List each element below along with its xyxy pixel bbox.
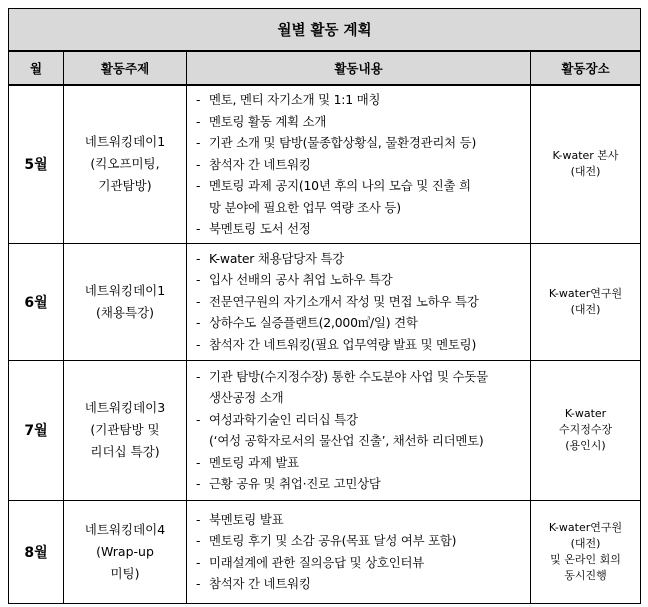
month-cell: 7월 [9, 360, 64, 500]
content-item: - 북멘토링 도서 선정 [195, 218, 522, 240]
content-item-continuation: 망 분야에 필요한 업무 역량 조사 등) [209, 199, 401, 215]
place-line: (용인시) [565, 439, 606, 452]
theme-line: 네트워킹데이4 [84, 521, 166, 537]
theme-cell [64, 360, 187, 500]
theme-line: 네트워킹데이3 [84, 400, 166, 415]
header-content: 활동내용 [187, 51, 531, 85]
content-cell [187, 243, 531, 360]
content-item: - 미래설계에 관한 질의응답 및 상호인터뷰 [195, 552, 522, 574]
theme-line: (기관탐방 및 [90, 422, 160, 437]
table-title: 월별 활동 계획 [9, 9, 641, 52]
content-item: - 여성과학기술인 리더십 특강 [195, 409, 522, 431]
month-cell: 5월 [9, 85, 64, 243]
place-line: (대전) [570, 165, 601, 179]
place-line: K-water 본사 [552, 149, 619, 163]
content-item: - 상하수도 실증플랜트(2,000㎥/일) 견학 [195, 312, 522, 334]
content-item: - 멘토링 활동 계획 소개 [195, 111, 522, 133]
theme-line: 기관탐방) [98, 178, 152, 194]
content-item: - 멘토, 멘티 자기소개 및 1:1 매칭 [195, 89, 522, 111]
activity-plan-table-container [8, 8, 640, 604]
place-line: K-water [564, 407, 607, 420]
place-line: 동시진행 [564, 568, 607, 582]
theme-cell [64, 85, 187, 243]
theme-line: 네트워킹데이1 [84, 282, 166, 298]
content-item-continuation: (‘여성 공학자로서의 물산업 진출’, 채선하 리더멘토) [209, 433, 484, 448]
theme-line: 네트워킹데이1 [84, 134, 166, 150]
content-item: - 멘토링 과제 발표 [195, 452, 522, 474]
place-line: (대전) [570, 302, 601, 316]
content-item: - 멘토링 과제 공지(10년 후의 나의 모습 및 진출 희 [195, 175, 522, 197]
content-item: - 참석자 간 네트워킹 [195, 154, 522, 176]
place-line: (대전) [570, 536, 601, 550]
content-item: - 기관 탐방(수지정수장) 통한 수도분야 사업 및 수돗물 [195, 366, 522, 388]
content-item: - 참석자 간 네트워킹(필요 업무역량 발표 및 멘토링) [195, 334, 522, 356]
place-line: K-water연구원 [548, 286, 623, 300]
place-line: 및 온라인 회의 [550, 552, 621, 566]
place-line: K-water연구원 [548, 520, 623, 534]
table-row-august [9, 500, 641, 603]
place-line: 수지정수장 [558, 423, 613, 436]
content-item: - K-water 채용담당자 특강 [195, 248, 522, 270]
theme-cell [64, 243, 187, 360]
table-row-june [9, 243, 641, 360]
place-cell [531, 360, 641, 500]
theme-line: 리더십 특강) [90, 444, 160, 459]
header-place: 활동장소 [531, 51, 641, 85]
month-cell: 6월 [9, 243, 64, 360]
header-month: 월 [9, 51, 64, 85]
theme-line: (채용특강) [95, 304, 155, 320]
content-item: - 북멘토링 발표 [195, 509, 522, 531]
table-row-july [9, 360, 641, 500]
content-cell [187, 360, 531, 500]
content-cell [187, 85, 531, 243]
theme-cell [64, 500, 187, 603]
content-item: - 입사 선배의 공사 취업 노하우 특강 [195, 269, 522, 291]
content-item: - 참석자 간 네트워킹 [195, 573, 522, 595]
monthly-activity-table [8, 8, 641, 604]
content-item: - 기관 소개 및 탐방(물종합상황실, 물환경관리처 등) [195, 132, 522, 154]
theme-line: 미팅) [110, 565, 140, 581]
content-item: - 전문연구원의 자기소개서 작성 및 면접 노하우 특강 [195, 291, 522, 313]
content-item: - 멘토링 후기 및 소감 공유(목표 달성 여부 포함) [195, 530, 522, 552]
theme-line: (킥오프미팅, [90, 156, 160, 172]
content-item-continuation: 생산공정 소개 [209, 390, 284, 405]
table-row-may [9, 85, 641, 243]
place-cell [531, 85, 641, 243]
place-cell [531, 500, 641, 603]
content-cell [187, 500, 531, 603]
theme-line: (Wrap-up [96, 543, 154, 559]
month-cell: 8월 [9, 500, 64, 603]
place-cell [531, 243, 641, 360]
header-row [9, 51, 641, 85]
content-item: - 근황 공유 및 취업·진로 고민상담 [195, 473, 522, 495]
header-theme: 활동주제 [64, 51, 187, 85]
